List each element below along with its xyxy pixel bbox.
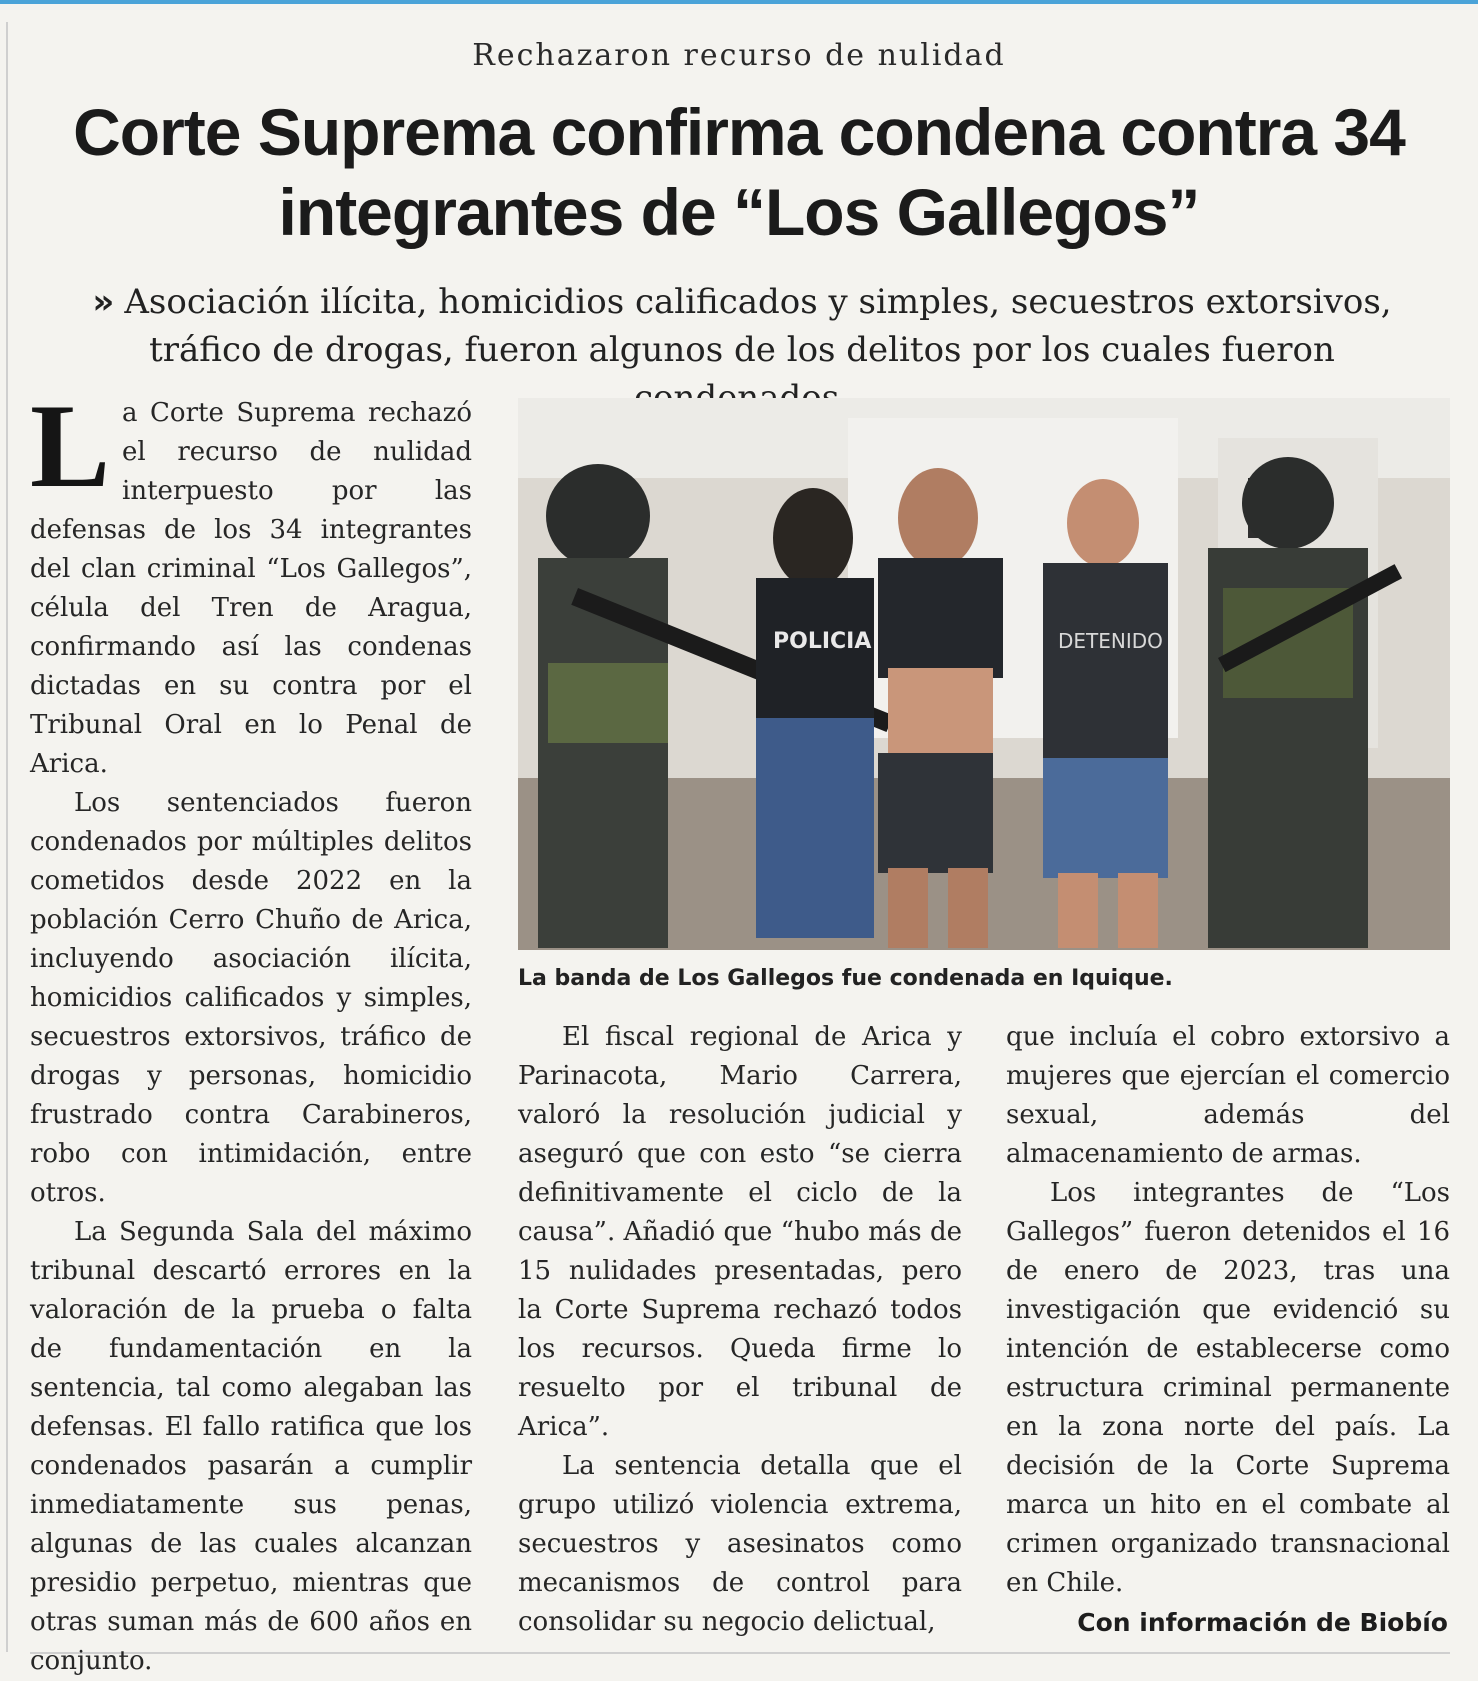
subhead-text: Asociación ilícita, homicidios calificados y simples, secuestros extorsivos, tráfico de drogas, fueron algunos de los delitos por los cuales fueron: [124, 282, 1392, 370]
paragraph-1-text: a Corte Suprema rechazó el recurso de nulidad interpuesto por las defensas de los 34 integrantes del clan criminal “Los Gallegos”, célula del Tren de Aragua, confirmando así las condenas dictadas en su contra por el Tribunal Oral en lo Penal de Arica.: [30, 398, 472, 779]
paragraph-5: La sentencia detalla que el grupo utilizó violencia extrema, secuestros y asesinatos como mecanismos de control para consolidar su negocio delictual,: [518, 1451, 962, 1637]
vest-label-policia: POLICIA: [773, 629, 872, 654]
body-column-2: [518, 1018, 962, 1642]
kicker: Rechazaron recurso de nulidad: [472, 38, 1006, 73]
body-column-3: [1006, 1018, 1450, 1603]
paragraph-4: El fiscal regional de Arica y Parinacota, Mario Carrera, valoró la resolución judicial y aseguró que con esto “se cierra definitivamente el ciclo de la causa”. Añadió que “hubo más de 15 nulidades presentadas, pero la Corte Suprema rechazó todos los recursos. Queda firme lo resuelto por el tribunal de Arica”.: [518, 1022, 962, 1442]
body-column-1: [30, 379, 472, 1681]
vest-label-detenido: DETENIDO: [1058, 629, 1163, 653]
photo-caption: La banda de Los Gallegos fue condenada en Iquique.: [518, 966, 1173, 991]
headline: Corte Suprema confirma condena contra 34 integrantes de “Los Gallegos”: [73, 95, 1405, 249]
drop-cap: L: [30, 379, 111, 512]
left-column-rule: [6, 22, 8, 1652]
paragraph-1: [30, 379, 472, 784]
paragraph-3: La Segunda Sala del máximo tribunal descartó errores en la valoración de la prueba o falta de fundamentación en la sentencia, tal como alegaban las defensas. El fallo ratifica que los condenados pasarán a cumplir inmediatamente sus penas, algunas de las cuales alcanzan presidio perpetuo, mientras que otras suman más de 600 años en conjunto.: [30, 1217, 472, 1676]
chevron-double-right-icon: »: [92, 282, 115, 322]
top-rule: [0, 0, 1478, 4]
paragraph-2: Los sentenciados fueron condenados por múltiples delitos cometidos desde 2022 en la población Cerro Chuño de Arica, incluyendo asociación ilícita, homicidios calificados y simples, secuestros extorsivos, tráfico de drogas y personas, homicidio frustrado contra Carabineros, robo con intimidación, entre otros.: [30, 788, 472, 1208]
news-photo: [518, 398, 1450, 950]
source-credit: Con información de Biobío: [1077, 1608, 1448, 1637]
paragraph-7: Los integrantes de “Los Gallegos” fueron detenidos el 16 de enero de 2023, tras una investigación que evidenció su intención de establecerse como estructura criminal permanente en la zona norte del país. La decisión de la Corte Suprema marca un hito en el combate al crimen organizado transnacional en Chile.: [1006, 1178, 1450, 1598]
paragraph-6: que incluía el cobro extorsivo a mujeres que ejercían el comercio sexual, además del almacenamiento de armas.: [1006, 1022, 1450, 1169]
